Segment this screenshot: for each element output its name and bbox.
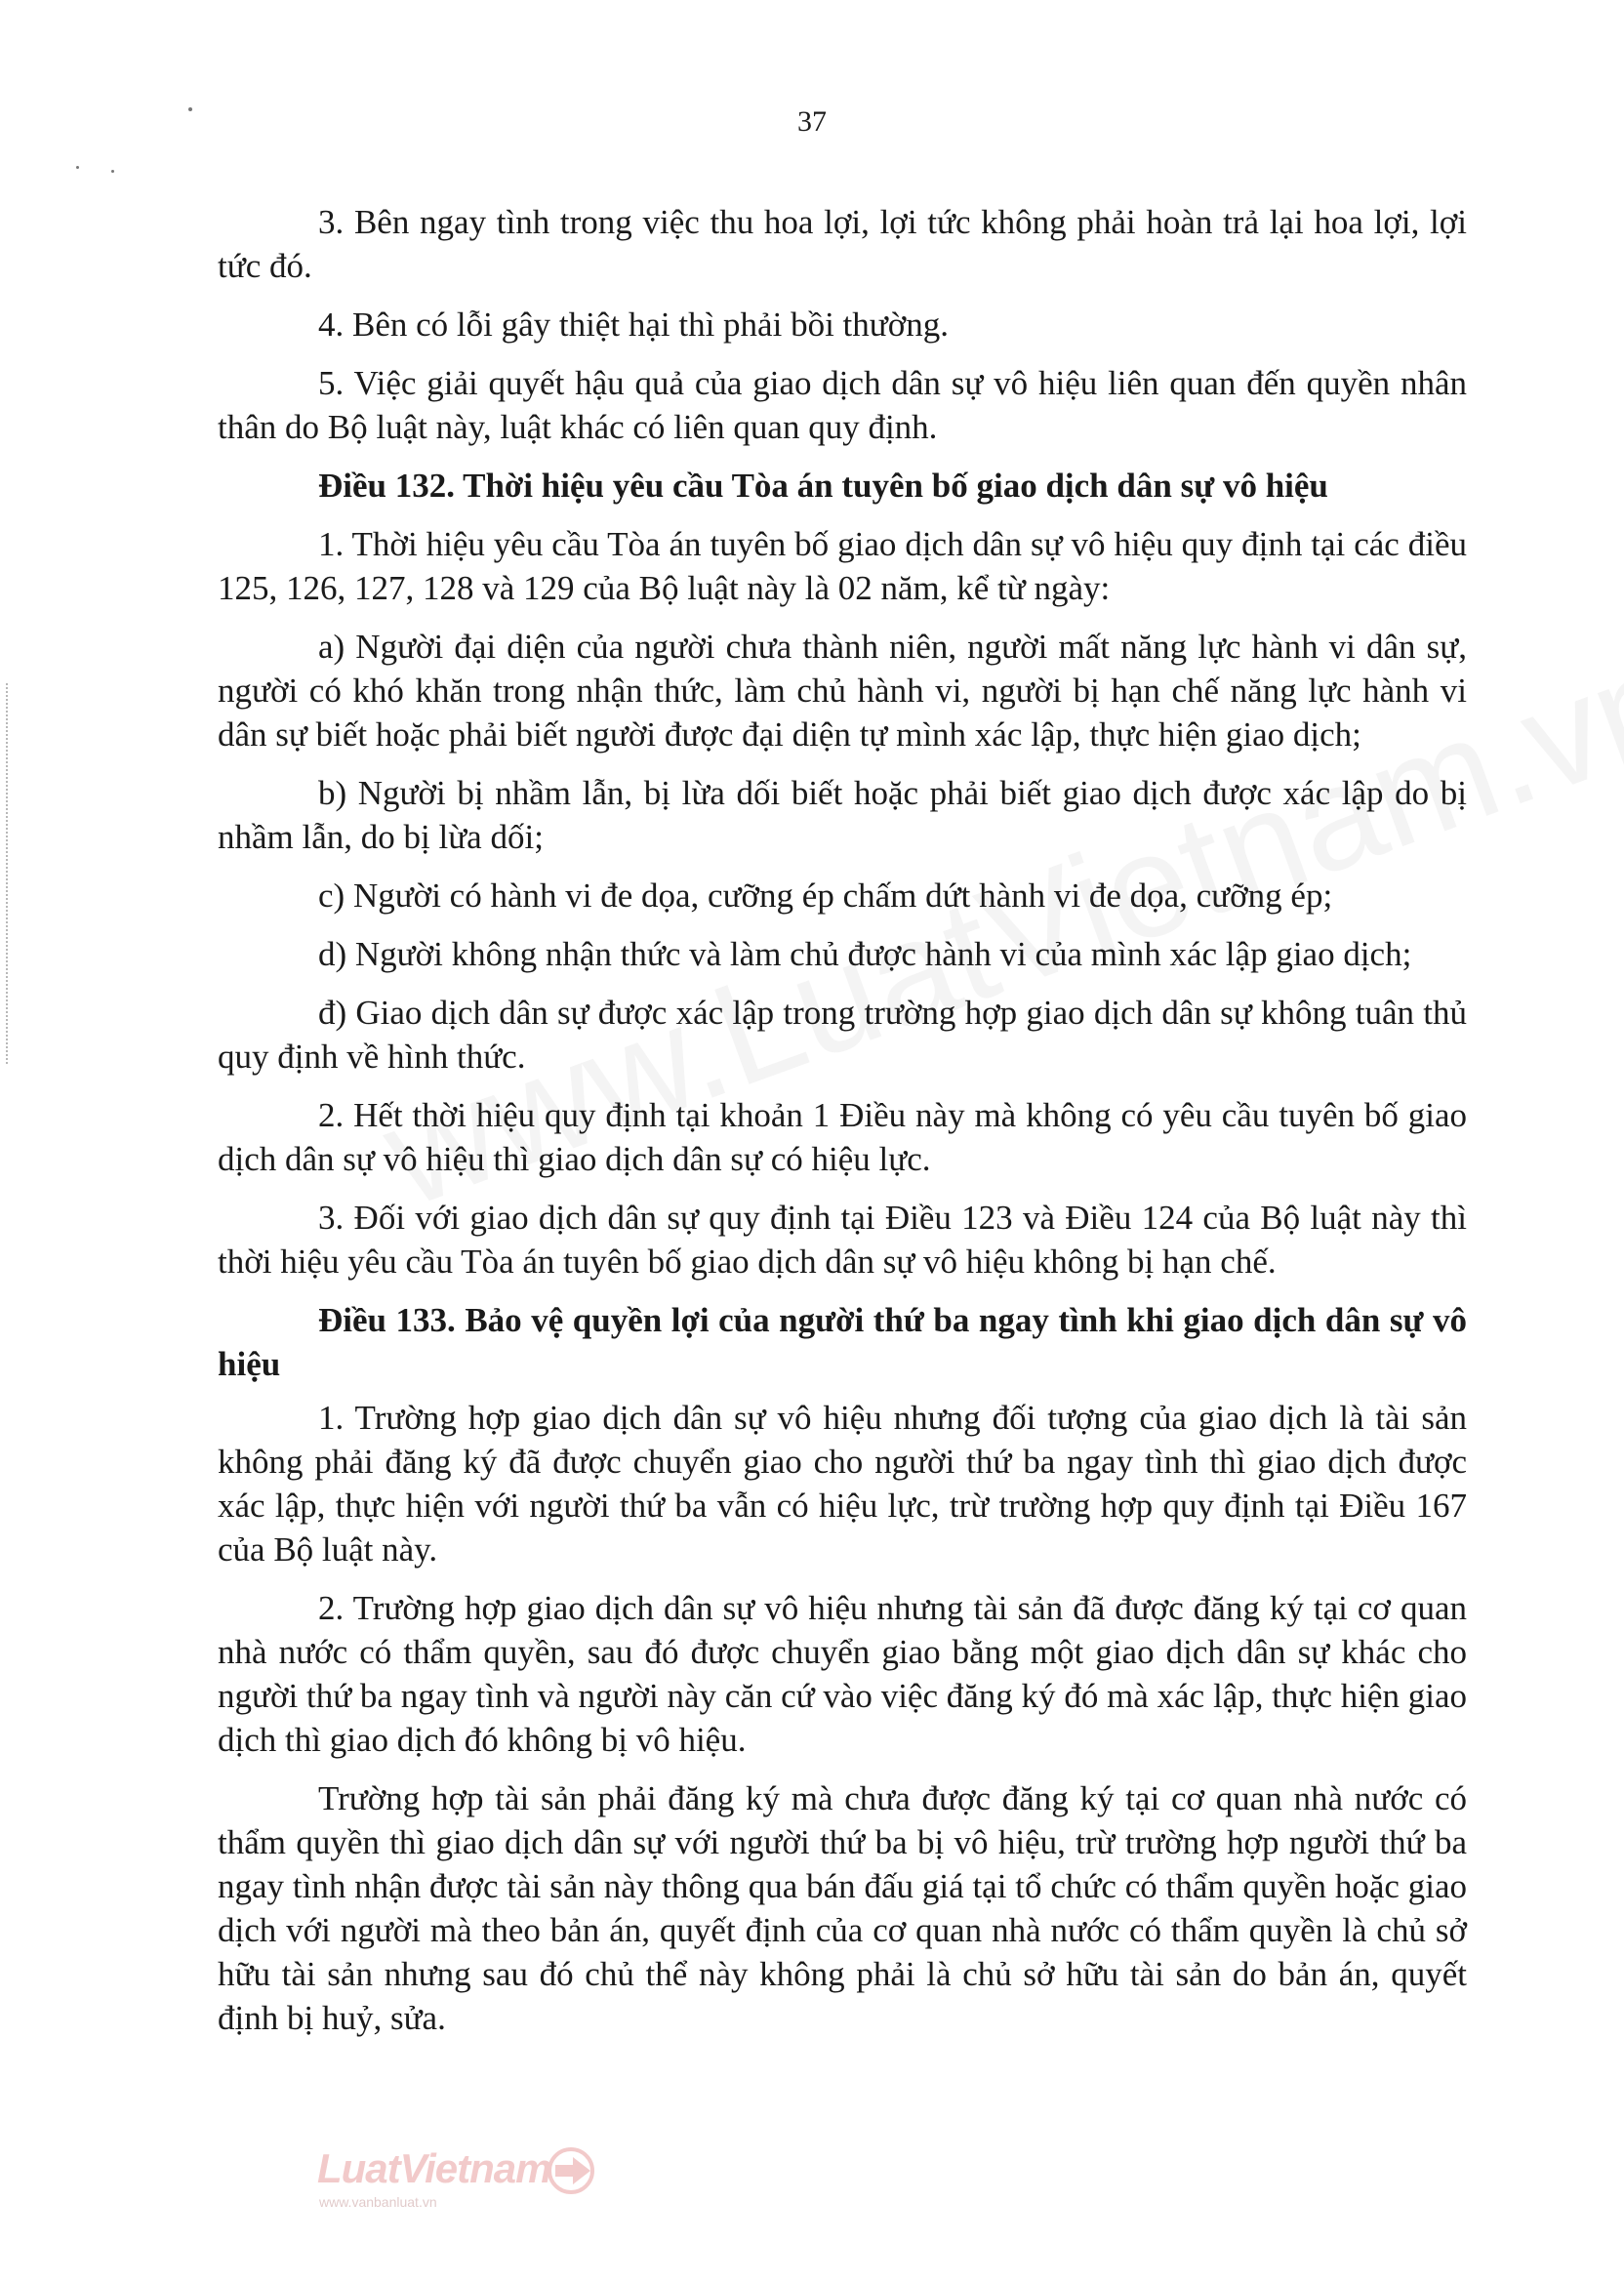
scan-speck	[76, 166, 79, 169]
luatvietnam-logo	[317, 2145, 610, 2214]
logo-url: www.vanbanluat.vn	[319, 2194, 437, 2210]
paragraph-132-1-a: a) Người đại diện của người chưa thành niên, người mất năng lực hành vi dân sự, người có khó khăn trong nhận thức, làm chủ hành vi, người bị hạn chế năng lực hành vi dân sự biết hoặc phải biết người được đại diện tự mình xác lập, thực hiện giao dịch;	[218, 628, 1467, 754]
scan-speck	[111, 170, 114, 173]
paragraph-132-1-c: c) Người có hành vi đe dọa, cưỡng ép chấm dứt hành vi đe dọa, cưỡng ép;	[318, 877, 1333, 915]
arrow-icon	[542, 2147, 604, 2194]
paragraph-clause-4: 4. Bên có lỗi gây thiệt hại thì phải bồi thường.	[318, 306, 949, 344]
paragraph-132-1-d: d) Người không nhận thức và làm chủ được hành vi của mình xác lập giao dịch;	[318, 935, 1412, 973]
article-133-heading: Điều 133. Bảo vệ quyền lợi của người thứ ba ngay tình khi giao dịch dân sự vô hiệu	[218, 1301, 1467, 1383]
article-132-heading: Điều 132. Thời hiệu yêu cầu Tòa án tuyên bố giao dịch dân sự vô hiệu	[318, 467, 1328, 505]
paragraph-clause-3: 3. Bên ngay tình trong việc thu hoa lợi, lợi tức không phải hoàn trả lại hoa lợi, lợi tức đó.	[218, 203, 1467, 285]
paragraph-133-1: 1. Trường hợp giao dịch dân sự vô hiệu nhưng đối tượng của giao dịch là tài sản không phải đăng ký đã được chuyển giao cho người thứ ba ngay tình thì giao dịch được xác lập, thực hiện với người thứ ba vẫn có hiệu lực, trừ trường hợp quy định tại Điều 167 của Bộ luật này.	[218, 1399, 1467, 1569]
document-body	[218, 200, 1467, 2055]
paragraph-132-1-dd: đ) Giao dịch dân sự được xác lập trong trường hợp giao dịch dân sự không tuân thủ quy định về hình thức.	[218, 994, 1467, 1076]
paragraph-clause-5: 5. Việc giải quyết hậu quả của giao dịch dân sự vô hiệu liên quan đến quyền nhân thân do Bộ luật này, luật khác có liên quan quy định.	[218, 364, 1467, 446]
scan-edge-marks	[6, 683, 10, 1064]
paragraph-132-1-b: b) Người bị nhầm lẫn, bị lừa dối biết hoặc phải biết giao dịch được xác lập do bị nhầm lẫn, do bị lừa dối;	[218, 774, 1467, 856]
paragraph-133-2: 2. Trường hợp giao dịch dân sự vô hiệu nhưng tài sản đã được đăng ký tại cơ quan nhà nước có thẩm quyền, sau đó được chuyển giao bằng một giao dịch dân sự khác cho người thứ ba ngay tình và người này căn cứ vào việc đăng ký đó mà xác lập, thực hiện giao dịch thì giao dịch đó không bị vô hiệu.	[218, 1589, 1467, 1759]
logo-name: LuatVietnam	[317, 2145, 551, 2191]
page-number: 37	[797, 105, 827, 138]
paragraph-133-2-continued: Trường hợp tài sản phải đăng ký mà chưa được đăng ký tại cơ quan nhà nước có thẩm quyền thì giao dịch dân sự với người thứ ba bị vô hiệu, trừ trường hợp người thứ ba ngay tình nhận được tài sản này thông qua bán đấu giá tại tổ chức có thẩm quyền hoặc giao dịch với người mà theo bản án, quyết định của cơ quan nhà nước có thẩm quyền là chủ sở hữu tài sản nhưng sau đó chủ thể này không phải là chủ sở hữu tài sản do bản án, quyết định bị huỷ, sửa.	[218, 1779, 1467, 2037]
paragraph-132-2: 2. Hết thời hiệu quy định tại khoản 1 Điều này mà không có yêu cầu tuyên bố giao dịch dân sự vô hiệu thì giao dịch dân sự có hiệu lực.	[218, 1096, 1467, 1178]
paragraph-132-3: 3. Đối với giao dịch dân sự quy định tại Điều 123 và Điều 124 của Bộ luật này thì thời hiệu yêu cầu Tòa án tuyên bố giao dịch dân sự vô hiệu không bị hạn chế.	[218, 1199, 1467, 1281]
paragraph-132-1: 1. Thời hiệu yêu cầu Tòa án tuyên bố giao dịch dân sự vô hiệu quy định tại các điều 125, 126, 127, 128 và 129 của Bộ luật này là 02 năm, kể từ ngày:	[218, 525, 1467, 607]
